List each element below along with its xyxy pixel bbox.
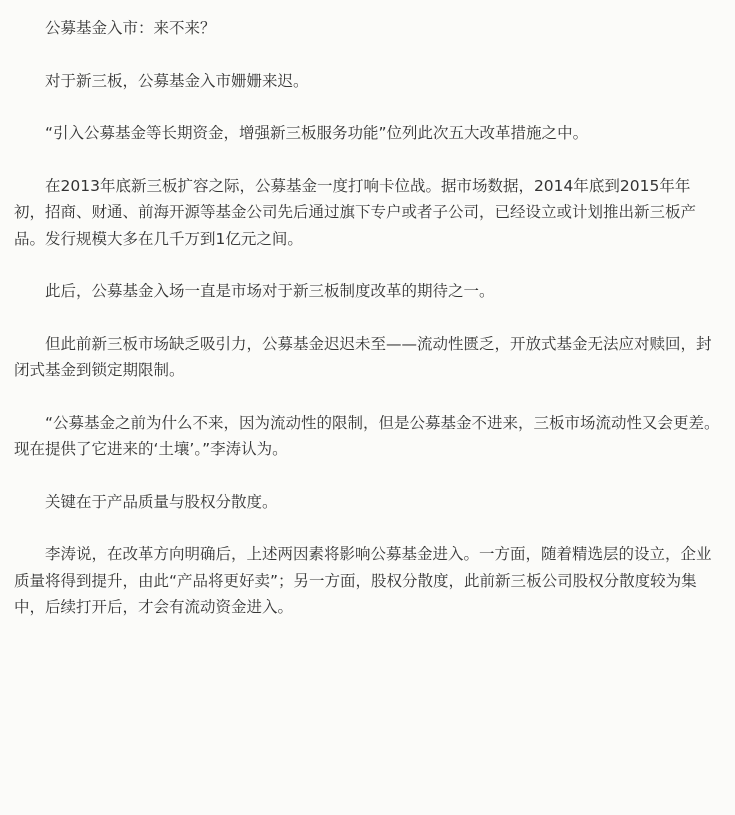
paragraph: 关键在于产品质量与股权分散度。 [45,492,278,511]
section-heading: 公募基金入市：来不来？ [45,19,216,37]
paragraph: 对于新三板，公募基金入市姗姗来迟。 [45,71,309,90]
paragraph: 此后，公募基金入场一直是市场对于新三板制度改革的期待之一。 [45,282,495,300]
paragraph: 李涛说，在改革方向明确后，上述两因素将影响公募基金进入。一方面，随着精选层的设立，企业质量将得到提升，由此“产品将更好卖”；另一方面，股权分散度，此前新三板公司股权分散度较为集中，后续打开后，才会有流动资金进入。 [14,545,712,616]
paragraph: 但此前新三板市场缺乏吸引力，公募基金迟迟未至——流动性匮乏，开放式基金无法应对赎回，封闭式基金到锁定期限制。 [14,334,712,379]
paragraph: “公募基金之前为什么不来，因为流动性的限制，但是公募基金不进来，三板市场流动性又会更差。现在提供了它进来的‘土壤’。”李涛认为。 [14,413,720,458]
paragraph: “引入公募基金等长期资金，增强新三板服务功能”位列此次五大改革措施之中。 [45,124,589,142]
paragraph: 在2013年底新三板扩容之际，公募基金一度打响卡位战。据市场数据，2014年底到2015年年初，招商、财通、前海开源等基金公司先后通过旗下专户或者子公司，已经设立或计划推出新三板产品。发行规模大多在几千万到1亿元之间。 [14,176,697,248]
